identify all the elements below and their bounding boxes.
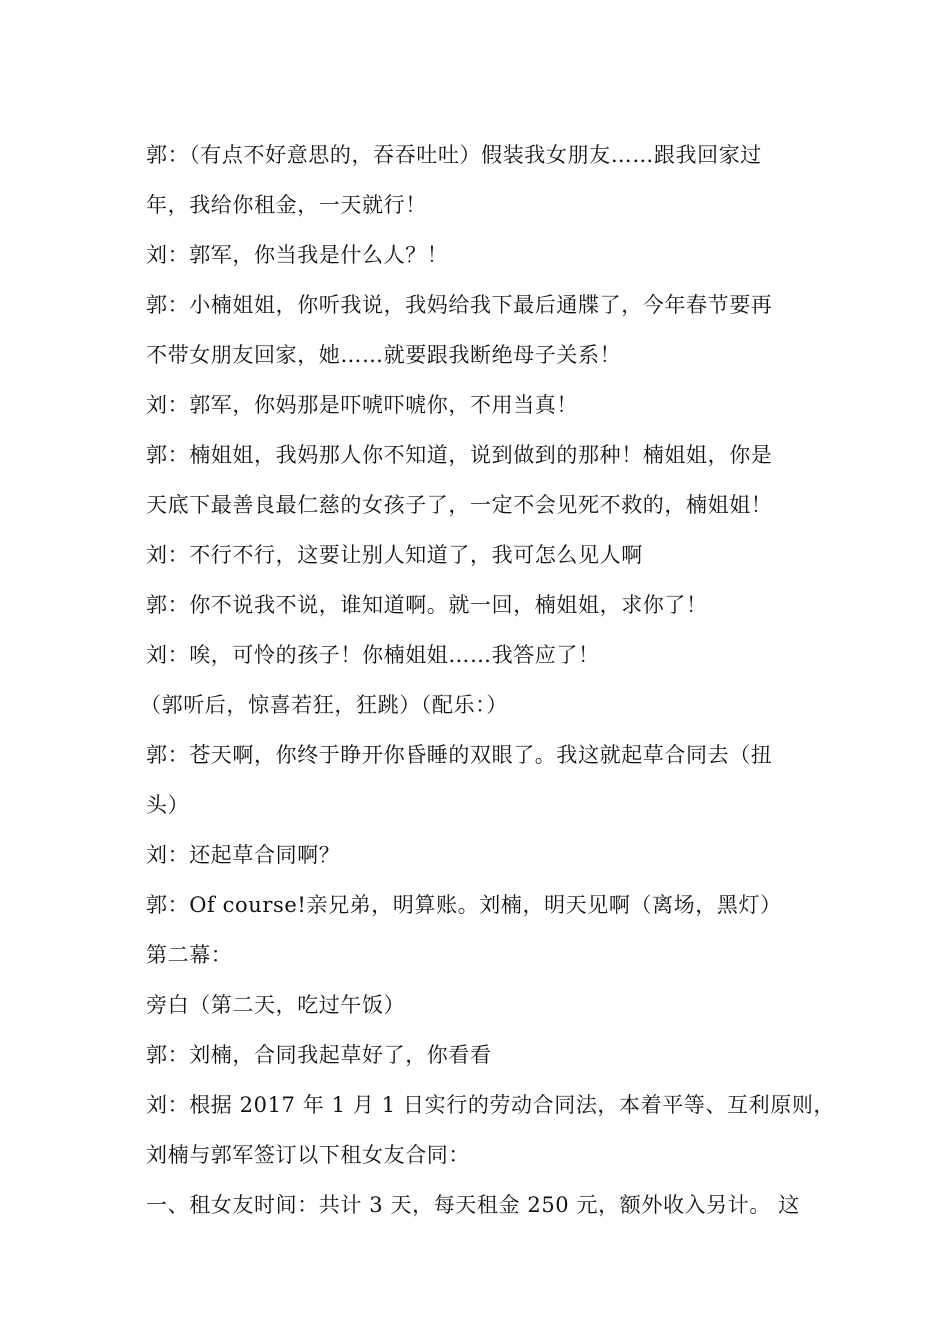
dialogue-line: 刘：还起草合同啊？ [146,843,341,867]
dialogue-line: 郭：（有点不好意思的，吞吞吐吐）假装我女朋友……跟我回家过 [146,143,762,167]
stage-direction-line: （郭听后，惊喜若狂，狂跳）（配乐：） [140,693,508,717]
script-text-body [140,130,836,1230]
dialogue-line: 年，我给你租金，一天就行！ [146,193,427,217]
dialogue-line: 头） [146,793,190,817]
dialogue-line: 郭：Of course!亲兄弟，明算账。刘楠，明天见啊（离场，黑灯） [146,893,782,917]
dialogue-line: 刘：根据 2017 年 1 月 1 日实行的劳动合同法，本着平等、互利原则， [146,1093,836,1117]
dialogue-line: 天底下最善良最仁慈的女孩子了，一定不会见死不救的，楠姐姐！ [146,493,773,517]
contract-clause-line: 一、租女友时间：共计 3 天，每天租金 250 元，额外收入另计。 这 [146,1193,800,1217]
scene-heading: 第二幕： [146,943,233,967]
dialogue-line: 刘：郭军，你妈那是吓唬吓唬你，不用当真！ [146,393,578,417]
dialogue-line: 不带女朋友回家，她……就要跟我断绝母子关系！ [146,343,622,367]
dialogue-line: 郭：你不说我不说，谁知道啊。就一回，楠姐姐，求你了！ [146,593,708,617]
dialogue-line: 刘：不行不行，这要让别人知道了，我可怎么见人啊 [146,543,643,567]
dialogue-line: 郭：苍天啊，你终于睁开你昏睡的双眼了。我这就起草合同去（扭 [146,743,773,767]
dialogue-line: 郭：楠姐姐，我妈那人你不知道，说到做到的那种！楠姐姐，你是 [146,443,773,467]
dialogue-line: 刘：郭军，你当我是什么人？！ [146,243,449,267]
dialogue-line: 郭：刘楠，合同我起草好了，你看看 [146,1043,492,1067]
dialogue-line: 郭：小楠姐姐，你听我说，我妈给我下最后通牒了，今年春节要再 [146,293,773,317]
dialogue-line: 刘楠与郭军签订以下租女友合同： [146,1143,470,1167]
dialogue-line: 刘：唉，可怜的孩子！你楠姐姐……我答应了！ [146,643,600,667]
narration-line: 旁白（第二天，吃过午饭） [146,993,406,1017]
